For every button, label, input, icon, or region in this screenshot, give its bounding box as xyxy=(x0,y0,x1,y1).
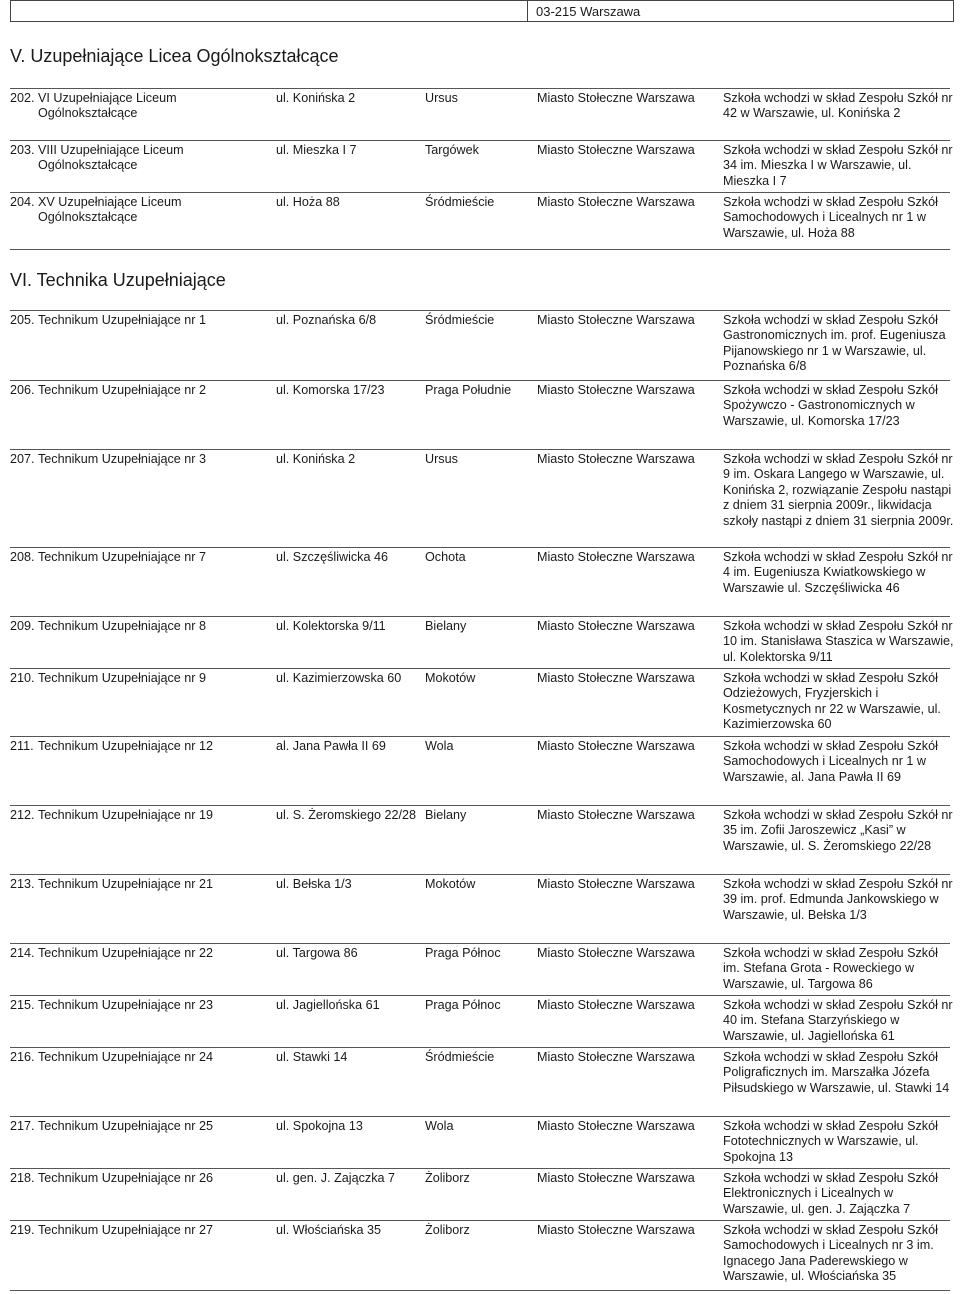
school-district: Żoliborz xyxy=(425,1171,470,1185)
school-name: Technikum Uzupełniające nr 1 xyxy=(38,313,207,327)
table-row xyxy=(10,1221,950,1291)
row-number: 207. xyxy=(10,452,35,466)
header-cell-right: 03-215 Warszawa xyxy=(528,1,954,22)
table-row xyxy=(10,141,953,193)
licea-table xyxy=(10,88,953,250)
school-city: Miasto Stołeczne Warszawa xyxy=(537,383,695,397)
school-address: ul. Kazimierzowska 60 xyxy=(276,671,402,685)
row-number: 208. xyxy=(10,550,35,564)
table-row xyxy=(10,875,953,944)
school-note: Szkoła wchodzi w skład Zespołu Szkół nr 4 im. Eugeniusza Kwiatkowskiego w Warszawie ul. Szczęśliwicka 46 xyxy=(723,550,953,595)
school-address: ul. Kolektorska 9/11 xyxy=(276,619,386,633)
school-name: Technikum Uzupełniające nr 25 xyxy=(38,1119,214,1133)
school-note: Szkoła wchodzi w skład Zespołu Szkół nr 10 im. Stanisława Staszica w Warszawie, ul. Kolektorska 9/11 xyxy=(723,619,954,664)
school-name: Technikum Uzupełniające nr 12 xyxy=(38,739,214,753)
row-number: 206. xyxy=(10,383,35,397)
school-name: Technikum Uzupełniające nr 9 xyxy=(38,671,207,685)
table-row xyxy=(10,88,953,141)
school-address: ul. Konińska 2 xyxy=(276,452,356,466)
school-city: Miasto Stołeczne Warszawa xyxy=(537,808,695,822)
row-number: 212. xyxy=(10,808,35,822)
school-city: Miasto Stołeczne Warszawa xyxy=(537,671,695,685)
school-address: ul. Konińska 2 xyxy=(276,91,356,105)
school-address: ul. Spokojna 13 xyxy=(276,1119,363,1133)
table-row xyxy=(10,450,954,548)
technika-table xyxy=(10,310,954,1291)
school-address: ul. S. Żeromskiego 22/28 xyxy=(276,808,417,822)
school-district: Mokotów xyxy=(425,671,476,685)
row-number: 217. xyxy=(10,1119,35,1133)
school-name: Technikum Uzupełniające nr 21 xyxy=(38,877,214,891)
school-district: Bielany xyxy=(425,808,467,822)
school-note: Szkoła wchodzi w skład Zespołu Szkół nr 42 w Warszawie, ul. Konińska 2 xyxy=(723,91,953,121)
school-city: Miasto Stołeczne Warszawa xyxy=(537,739,695,753)
table-row xyxy=(10,737,950,806)
table-row xyxy=(10,381,950,450)
school-district: Targówek xyxy=(425,143,479,157)
school-district: Bielany xyxy=(425,619,467,633)
row-number: 210. xyxy=(10,671,35,685)
school-district: Ochota xyxy=(425,550,466,564)
school-name: VIII Uzupełniające Liceum Ogólnokształcące xyxy=(38,143,184,173)
table-row xyxy=(10,310,950,381)
school-name: Technikum Uzupełniające nr 22 xyxy=(38,946,214,960)
school-address: ul. Targowa 86 xyxy=(276,946,358,960)
school-address: ul. Komorska 17/23 xyxy=(276,383,385,397)
table-row xyxy=(10,1117,950,1169)
school-city: Miasto Stołeczne Warszawa xyxy=(537,1171,695,1185)
row-number: 209. xyxy=(10,619,35,633)
row-number: 205. xyxy=(10,313,35,327)
row-number: 218. xyxy=(10,1171,35,1185)
school-city: Miasto Stołeczne Warszawa xyxy=(537,313,695,327)
school-district: Żoliborz xyxy=(425,1223,470,1237)
school-district: Mokotów xyxy=(425,877,476,891)
school-name: Technikum Uzupełniające nr 3 xyxy=(38,452,207,466)
school-district: Wola xyxy=(425,739,454,753)
table-row xyxy=(10,996,953,1048)
school-note: Szkoła wchodzi w skład Zespołu Szkół Gastronomicznych im. prof. Eugeniusza Pijanowskiego nr 1 w Warszawie, ul. Poznańska 6/8 xyxy=(723,313,946,374)
table-row xyxy=(10,1048,950,1117)
school-district: Praga Północ xyxy=(425,998,501,1012)
school-name: Technikum Uzupełniające nr 23 xyxy=(38,998,214,1012)
school-note: Szkoła wchodzi w skład Zespołu Szkół Fototechnicznych w Warszawie, ul. Spokojna 13 xyxy=(723,1119,938,1164)
table-row xyxy=(10,548,953,617)
school-name: Technikum Uzupełniające nr 24 xyxy=(38,1050,214,1064)
school-note: Szkoła wchodzi w skład Zespołu Szkół nr 39 im. prof. Edmunda Jankowskiego w Warszawie, ul. Bełska 1/3 xyxy=(723,877,953,922)
school-city: Miasto Stołeczne Warszawa xyxy=(537,946,695,960)
school-address: al. Jana Pawła II 69 xyxy=(276,739,386,753)
table-row xyxy=(10,193,950,250)
school-address: ul. Hoża 88 xyxy=(276,195,340,209)
table-row xyxy=(10,806,953,875)
school-name: VI Uzupełniające Liceum Ogólnokształcące xyxy=(38,91,177,121)
school-address: ul. Szczęśliwicka 46 xyxy=(276,550,388,564)
school-address: ul. Poznańska 6/8 xyxy=(276,313,377,327)
school-name: XV Uzupełniające Liceum Ogólnokształcące xyxy=(38,195,182,225)
school-note: Szkoła wchodzi w skład Zespołu Szkół nr 35 im. Zofii Jaroszewicz „Kasi” w Warszawie, ul. S. Żeromskiego 22/28 xyxy=(723,808,953,853)
table-row xyxy=(10,944,950,996)
school-city: Miasto Stołeczne Warszawa xyxy=(537,1050,695,1064)
table-row xyxy=(10,617,954,669)
school-name: Technikum Uzupełniające nr 27 xyxy=(38,1223,214,1237)
school-address: ul. Włościańska 35 xyxy=(276,1223,381,1237)
school-note: Szkoła wchodzi w skład Zespołu Szkół Samochodowych i Licealnych nr 1 w Warszawie, ul. Hoża 88 xyxy=(723,195,938,240)
school-city: Miasto Stołeczne Warszawa xyxy=(537,998,695,1012)
school-note: Szkoła wchodzi w skład Zespołu Szkół Spożywczo - Gastronomicznych w Warszawie, ul. Komorska 17/23 xyxy=(723,383,938,428)
table-row xyxy=(10,669,950,737)
row-number: 213. xyxy=(10,877,35,891)
school-city: Miasto Stołeczne Warszawa xyxy=(537,195,695,209)
school-note: Szkoła wchodzi w skład Zespołu Szkół Poligraficznych im. Marszałka Józefa Piłsudskiego w Warszawie, ul. Stawki 14 xyxy=(723,1050,950,1095)
row-number: 215. xyxy=(10,998,35,1012)
school-district: Praga Północ xyxy=(425,946,501,960)
school-note: Szkoła wchodzi w skład Zespołu Szkół nr 9 im. Oskara Langego w Warszawie, ul. Konińska 2, rozwiązanie Zespołu nastąpi z dniem 31 sierpnia 2009r., likwidacja szkoły nastąpi z dniem 31 sierpnia 2009r. xyxy=(723,452,954,528)
school-note: Szkoła wchodzi w skład Zespołu Szkół Samochodowych i Licealnych nr 3 im. Ignacego Jana Paderewskiego w Warszawie, ul. Włościańska 35 xyxy=(723,1223,938,1284)
school-city: Miasto Stołeczne Warszawa xyxy=(537,877,695,891)
section-title-licea: V. Uzupełniające Licea Ogólnokształcące xyxy=(10,46,339,66)
school-city: Miasto Stołeczne Warszawa xyxy=(537,452,695,466)
school-address: ul. Bełska 1/3 xyxy=(276,877,352,891)
header-cell-left xyxy=(11,1,528,22)
school-city: Miasto Stołeczne Warszawa xyxy=(537,1119,695,1133)
school-note: Szkoła wchodzi w skład Zespołu Szkół nr 34 im. Mieszka I w Warszawie, ul. Mieszka I 7 xyxy=(723,143,953,188)
school-note: Szkoła wchodzi w skład Zespołu Szkół nr 40 im. Stefana Starzyńskiego w Warszawie, ul. Jagiellońska 61 xyxy=(723,998,953,1043)
school-city: Miasto Stołeczne Warszawa xyxy=(537,619,695,633)
header-table xyxy=(10,0,954,22)
school-name: Technikum Uzupełniające nr 19 xyxy=(38,808,214,822)
school-name: Technikum Uzupełniające nr 2 xyxy=(38,383,207,397)
school-name: Technikum Uzupełniające nr 7 xyxy=(38,550,207,564)
school-district: Śródmieście xyxy=(425,313,495,327)
school-city: Miasto Stołeczne Warszawa xyxy=(537,91,695,105)
school-city: Miasto Stołeczne Warszawa xyxy=(537,550,695,564)
school-address: ul. Mieszka I 7 xyxy=(276,143,357,157)
table-row xyxy=(10,1169,950,1221)
school-district: Praga Południe xyxy=(425,383,512,397)
school-district: Śródmieście xyxy=(425,195,495,209)
school-note: Szkoła wchodzi w skład Zespołu Szkół im. Stefana Grota - Roweckiego w Warszawie, ul. Targowa 86 xyxy=(723,946,938,991)
school-address: ul. Stawki 14 xyxy=(276,1050,348,1064)
row-number: 219. xyxy=(10,1223,35,1237)
row-number: 202. xyxy=(10,91,35,105)
school-name: Technikum Uzupełniające nr 8 xyxy=(38,619,207,633)
school-district: Śródmieście xyxy=(425,1050,495,1064)
school-note: Szkoła wchodzi w skład Zespołu Szkół Odzieżowych, Fryzjerskich i Kosmetycznych nr 22 w Warszawie, ul. Kazimierzowska 60 xyxy=(723,671,941,732)
row-number: 214. xyxy=(10,946,35,960)
school-note: Szkoła wchodzi w skład Zespołu Szkół Elektronicznych i Licealnych w Warszawie, ul. gen. J. Zajączka 7 xyxy=(723,1171,938,1216)
row-number: 216. xyxy=(10,1050,35,1064)
school-district: Ursus xyxy=(425,452,458,466)
school-district: Ursus xyxy=(425,91,458,105)
section-title-technika: VI. Technika Uzupełniające xyxy=(10,270,226,290)
school-note: Szkoła wchodzi w skład Zespołu Szkół Samochodowych i Licealnych nr 1 w Warszawie, al. Jana Pawła II 69 xyxy=(723,739,938,784)
row-number: 203. xyxy=(10,143,35,157)
school-district: Wola xyxy=(425,1119,454,1133)
school-address: ul. gen. J. Zajączka 7 xyxy=(276,1171,396,1185)
row-number: 211. xyxy=(10,739,34,753)
school-name: Technikum Uzupełniające nr 26 xyxy=(38,1171,214,1185)
school-city: Miasto Stołeczne Warszawa xyxy=(537,1223,695,1237)
row-number: 204. xyxy=(10,195,35,209)
school-address: ul. Jagiellońska 61 xyxy=(276,998,380,1012)
school-city: Miasto Stołeczne Warszawa xyxy=(537,143,695,157)
